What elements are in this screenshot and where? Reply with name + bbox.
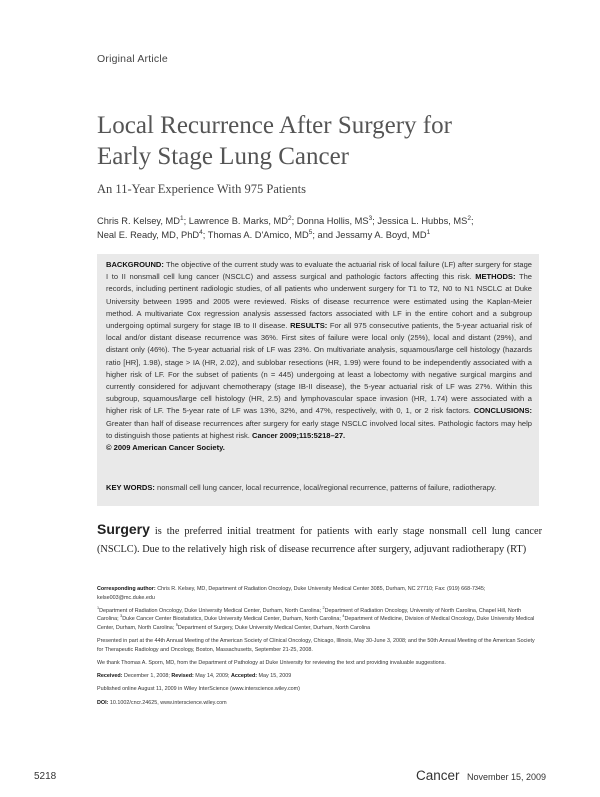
- abstract-citation: Cancer 2009;115:5218–27.: [252, 430, 346, 440]
- affiliations-note: $^1$Department of Radiation Oncology, Duke University Medical Center, Durham, North Carolina; $^2$Department of Radiation Oncology, University of North Carolina, Chapel Hill, North Carolina; $^3$Duke Cancer Center Biostatistics, Duke University Medical Center, Durham, North Carolina; $^4$Department of Medicine, Division of Medical Oncology, Duke University Medical Center, Durham, North Carolina; $^5$Department of Surgery, Duke University Medical Center, Durham, North Carolina: [97, 605, 535, 631]
- abstract: [106, 259, 532, 454]
- abstract-methods-label: METHODS:: [475, 272, 516, 282]
- author-affiliation-mark: 2: [467, 214, 471, 222]
- intro-lead-word: Surgery: [97, 521, 150, 537]
- journal-name: Cancer: [416, 768, 460, 783]
- doi-note: DOI: 10.1002/cncr.24625, www.interscience.wiley.com: [97, 699, 227, 706]
- abstract-results-text: For all 975 consecutive patients, the 5-year actuarial risk of local and/or distant disease recurrence was 36%. First sites of failure were local only (25%), local and distant (29%), and distant only (46%). The 5-year actuarial risk of LF was 23%. On multivariate analysis, squamous/large cell histology (hazards ratio [HR], 1.98), stage > IA (HR, 2.02), and sublobar resections (HR, 1.99) were found to be independently associated with a higher risk of LF. For the subset of patients (n = 445) undergoing at least a lobectomy with negative surgical margins and currently considered for adjuvant chemotherapy (stage IB-II disease), the 5-year actuarial risk of LF was 27%. Within this subgroup, squamous/large cell histology (HR, 2.5) and lymphovascular space invasion (HR, 1.74) were associated with a higher risk of LF. The 5-year rate of LF was 13%, 32%, and 47%, respectively, with 0, 1, or 2 risk factors.: [106, 321, 532, 416]
- author: Thomas A. D'Amico, $MD^5$; and: [207, 228, 336, 240]
- author-affiliation-mark: 3: [368, 214, 373, 222]
- published-note: Published online August 11, 2009 in Wiley InterScience (www.interscience.wiley.com): [97, 686, 300, 693]
- keywords-label: KEY WORDS:: [106, 483, 155, 492]
- issue-date: November 15, 2009: [467, 772, 547, 782]
- author: Donna Hollis, $MS^3$;: [296, 214, 378, 226]
- author: Jessamy A. Boyd, $MD^1$: [335, 228, 431, 240]
- author: Neal E. Ready, MD, PhD$^4$;: [97, 228, 208, 240]
- author-affiliation-mark: 5: [308, 228, 313, 236]
- corresponding-author-note: Corresponding author: Chris R. Kelsey, MD, Department of Radiation Oncology, Duke University Medical Center 3085, Durham, NC 27710; Fax: (919) 668-7345; kelse003@mc.duke.edu: [97, 586, 486, 601]
- author-affiliation-mark: 4: [199, 228, 203, 236]
- footnotes: [97, 585, 539, 712]
- abstract-results-label: RESULTS:: [290, 321, 328, 331]
- abstract-background-text: The objective of the current study was to evaluate the actuarial risk of local failure (LF) after surgery for stage I to II nonsmall cell lung cancer (NSCLC) and assess surgical and pathologic factors affecting this risk.: [106, 260, 532, 282]
- keywords: [106, 482, 532, 494]
- page-number: 5218: [34, 771, 57, 782]
- title-line-2: Early Stage Lung Cancer: [97, 143, 349, 170]
- author: Lawrence B. Marks, $MD^2$;: [188, 214, 297, 226]
- author: Chris R. Kelsey, $MD^1$;: [97, 214, 189, 226]
- abstract-background-label: BACKGROUND:: [106, 260, 164, 269]
- title-line-1: Local Recurrence After Surgery for: [97, 112, 452, 139]
- article-subtitle: An 11-Year Experience With 975 Patients: [97, 182, 306, 196]
- dates-note: Received: December 1, 2008; Revised: May 14, 2009; Accepted: May 15, 2009: [97, 673, 292, 680]
- author-affiliation-mark: 1: [426, 228, 431, 236]
- author: Jessica L. Hubbs, $MS^2$;: [377, 214, 474, 226]
- abstract-copyright: © 2009 American Cancer Society.: [106, 443, 225, 453]
- abstract-conclusions-text: Greater than half of disease recurrences after surgery for early stage NSCLC involved local sites. Pathologic factors may help to distinguish those patients at highest risk.: [106, 418, 532, 440]
- abstract-conclusions-label: CONCLUSIONS:: [473, 406, 532, 416]
- article-title: [97, 110, 517, 172]
- keywords-list: nonsmall cell lung cancer, local recurrence, local/regional recurrence, patterns of failure, radiotherapy.: [154, 483, 497, 492]
- author-affiliation-mark: 2: [288, 214, 292, 222]
- intro-text: is the preferred initial treatment for patients with early stage nonsmall cell lung cancer (NSCLC). Due to the relatively high risk of disease recurrence after surgery, adjuvant radiotherapy (RT): [97, 526, 542, 555]
- intro-paragraph: [97, 521, 542, 558]
- acknowledgment-note: We thank Thomas A. Sporn, MD, from the Department of Pathology at Duke University for reviewing the text and providing invaluable suggestions.: [97, 659, 446, 666]
- author-list: [97, 215, 507, 242]
- presented-note: Presented in part at the 44th Annual Meeting of the American Society of Clinical Oncology, Chicago, Illinois, May 30-June 3, 2008; and the 50th Annual Meeting of the American Society for Therapeutic Radiology and Oncology, Boston, Massachusetts, September 21-25, 2008.: [97, 638, 535, 653]
- author-affiliation-mark: 1: [180, 214, 184, 222]
- section-label: Original Article: [97, 53, 168, 65]
- abstract-methods-text: The records, including pertinent radiologic studies, of all patients who underwent surgery for T1 to T2, N0 to N1 NSCLC at Duke University between 1995 and 2005 were reviewed. Risks of disease recurrence were estimated using the Kaplan-Meier method. A multivariate Cox regression analysis assessed factors associated with LF in the entire cohort and a subgroup undergoing optimal surgery for stage IB to II disease.: [106, 272, 532, 331]
